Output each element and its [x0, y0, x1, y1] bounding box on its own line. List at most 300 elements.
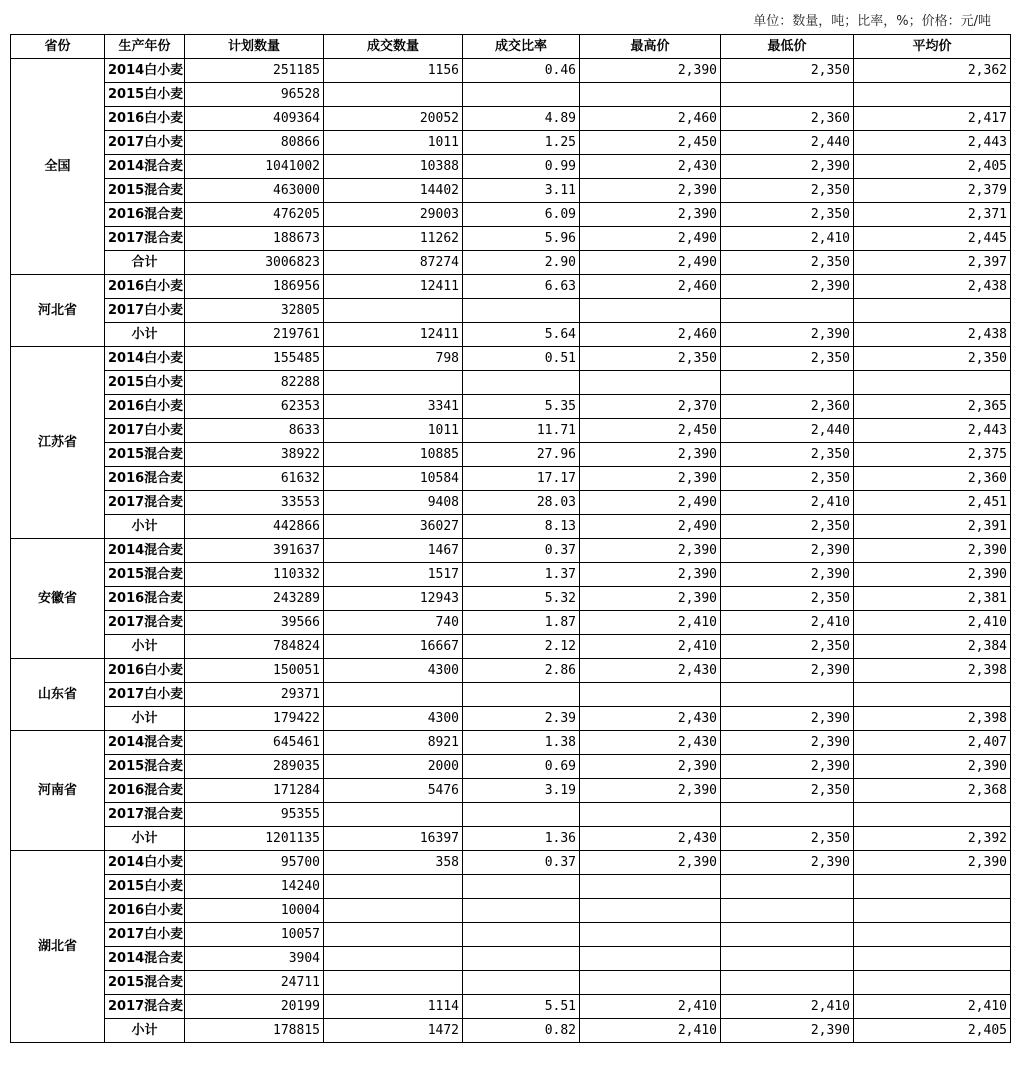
production-year-cell: 2017白小麦	[105, 299, 185, 323]
planned-quantity-cell: 476205	[185, 203, 324, 227]
max-price-cell: 2,490	[580, 227, 721, 251]
planned-quantity-cell: 14240	[185, 875, 324, 899]
table-row	[11, 923, 1011, 947]
avg-price-cell: 2,417	[854, 107, 1011, 131]
production-year-cell: 小计	[105, 515, 185, 539]
production-year-cell: 2014混合麦	[105, 947, 185, 971]
production-year-cell: 2017混合麦	[105, 611, 185, 635]
production-year-cell: 2016白小麦	[105, 659, 185, 683]
min-price-cell: 2,350	[721, 59, 854, 83]
min-price-cell	[721, 299, 854, 323]
max-price-cell: 2,410	[580, 635, 721, 659]
planned-quantity-cell: 96528	[185, 83, 324, 107]
planned-quantity-cell: 29371	[185, 683, 324, 707]
avg-price-cell	[854, 683, 1011, 707]
deal-quantity-cell: 8921	[324, 731, 463, 755]
province-cell: 河南省	[11, 731, 105, 851]
max-price-cell: 2,390	[580, 539, 721, 563]
deal-quantity-cell: 5476	[324, 779, 463, 803]
deal-quantity-cell: 1467	[324, 539, 463, 563]
table-row	[11, 587, 1011, 611]
planned-quantity-cell: 1201135	[185, 827, 324, 851]
avg-price-cell	[854, 803, 1011, 827]
deal-ratio-cell: 3.11	[463, 179, 580, 203]
min-price-cell	[721, 683, 854, 707]
production-year-cell: 2014白小麦	[105, 347, 185, 371]
max-price-cell: 2,390	[580, 59, 721, 83]
deal-ratio-cell: 5.51	[463, 995, 580, 1019]
planned-quantity-cell: 1041002	[185, 155, 324, 179]
production-year-cell: 2015白小麦	[105, 371, 185, 395]
header-max-price: 最高价	[580, 35, 721, 59]
table-row	[11, 635, 1011, 659]
deal-ratio-cell: 2.39	[463, 707, 580, 731]
max-price-cell: 2,410	[580, 995, 721, 1019]
deal-quantity-cell: 14402	[324, 179, 463, 203]
avg-price-cell: 2,397	[854, 251, 1011, 275]
table-row	[11, 323, 1011, 347]
deal-quantity-cell: 1011	[324, 419, 463, 443]
avg-price-cell: 2,438	[854, 323, 1011, 347]
min-price-cell: 2,350	[721, 251, 854, 275]
max-price-cell: 2,390	[580, 851, 721, 875]
table-row	[11, 875, 1011, 899]
deal-quantity-cell: 2000	[324, 755, 463, 779]
deal-quantity-cell: 87274	[324, 251, 463, 275]
max-price-cell: 2,390	[580, 587, 721, 611]
deal-quantity-cell: 36027	[324, 515, 463, 539]
min-price-cell: 2,410	[721, 227, 854, 251]
max-price-cell: 2,490	[580, 491, 721, 515]
min-price-cell	[721, 83, 854, 107]
min-price-cell: 2,350	[721, 179, 854, 203]
table-row	[11, 371, 1011, 395]
max-price-cell: 2,430	[580, 155, 721, 179]
deal-quantity-cell: 20052	[324, 107, 463, 131]
planned-quantity-cell: 645461	[185, 731, 324, 755]
planned-quantity-cell: 110332	[185, 563, 324, 587]
production-year-cell: 2016白小麦	[105, 395, 185, 419]
min-price-cell: 2,350	[721, 467, 854, 491]
planned-quantity-cell: 61632	[185, 467, 324, 491]
header-province: 省份	[11, 35, 105, 59]
deal-ratio-cell: 5.32	[463, 587, 580, 611]
max-price-cell: 2,390	[580, 443, 721, 467]
avg-price-cell: 2,398	[854, 659, 1011, 683]
min-price-cell: 2,350	[721, 635, 854, 659]
table-row	[11, 971, 1011, 995]
deal-ratio-cell: 0.37	[463, 851, 580, 875]
min-price-cell: 2,350	[721, 347, 854, 371]
max-price-cell: 2,350	[580, 347, 721, 371]
planned-quantity-cell: 391637	[185, 539, 324, 563]
production-year-cell: 小计	[105, 707, 185, 731]
max-price-cell: 2,460	[580, 323, 721, 347]
table-row	[11, 707, 1011, 731]
max-price-cell: 2,410	[580, 1019, 721, 1043]
planned-quantity-cell: 178815	[185, 1019, 324, 1043]
min-price-cell: 2,350	[721, 443, 854, 467]
min-price-cell: 2,390	[721, 851, 854, 875]
table-row	[11, 347, 1011, 371]
deal-quantity-cell: 1011	[324, 131, 463, 155]
avg-price-cell: 2,443	[854, 419, 1011, 443]
production-year-cell: 2017白小麦	[105, 683, 185, 707]
deal-ratio-cell: 8.13	[463, 515, 580, 539]
avg-price-cell: 2,368	[854, 779, 1011, 803]
min-price-cell: 2,360	[721, 107, 854, 131]
header-production-year: 生产年份	[105, 35, 185, 59]
max-price-cell: 2,460	[580, 107, 721, 131]
deal-quantity-cell: 16397	[324, 827, 463, 851]
deal-ratio-cell	[463, 899, 580, 923]
deal-ratio-cell: 0.82	[463, 1019, 580, 1043]
production-year-cell: 小计	[105, 323, 185, 347]
avg-price-cell	[854, 83, 1011, 107]
deal-ratio-cell: 2.90	[463, 251, 580, 275]
deal-ratio-cell: 3.19	[463, 779, 580, 803]
deal-quantity-cell: 1517	[324, 563, 463, 587]
deal-quantity-cell: 10885	[324, 443, 463, 467]
province-cell: 安徽省	[11, 539, 105, 659]
max-price-cell	[580, 947, 721, 971]
planned-quantity-cell: 10057	[185, 923, 324, 947]
production-year-cell: 2015混合麦	[105, 563, 185, 587]
planned-quantity-cell: 463000	[185, 179, 324, 203]
min-price-cell: 2,410	[721, 491, 854, 515]
planned-quantity-cell: 179422	[185, 707, 324, 731]
max-price-cell	[580, 899, 721, 923]
planned-quantity-cell: 243289	[185, 587, 324, 611]
table-row	[11, 395, 1011, 419]
production-year-cell: 2015混合麦	[105, 755, 185, 779]
avg-price-cell: 2,390	[854, 755, 1011, 779]
max-price-cell: 2,430	[580, 827, 721, 851]
avg-price-cell: 2,410	[854, 611, 1011, 635]
deal-quantity-cell	[324, 83, 463, 107]
avg-price-cell: 2,410	[854, 995, 1011, 1019]
deal-ratio-cell	[463, 971, 580, 995]
deal-quantity-cell: 740	[324, 611, 463, 635]
deal-ratio-cell: 2.86	[463, 659, 580, 683]
min-price-cell: 2,390	[721, 155, 854, 179]
table-row	[11, 683, 1011, 707]
table-row	[11, 443, 1011, 467]
avg-price-cell	[854, 371, 1011, 395]
production-year-cell: 2014混合麦	[105, 155, 185, 179]
header-planned-quantity: 计划数量	[185, 35, 324, 59]
table-row	[11, 539, 1011, 563]
table-row	[11, 563, 1011, 587]
production-year-cell: 2017白小麦	[105, 923, 185, 947]
max-price-cell: 2,390	[580, 179, 721, 203]
production-year-cell: 2015混合麦	[105, 971, 185, 995]
province-cell: 河北省	[11, 275, 105, 347]
production-year-cell: 2017白小麦	[105, 131, 185, 155]
deal-ratio-cell: 1.36	[463, 827, 580, 851]
avg-price-cell: 2,405	[854, 1019, 1011, 1043]
planned-quantity-cell: 62353	[185, 395, 324, 419]
table-row	[11, 803, 1011, 827]
planned-quantity-cell: 251185	[185, 59, 324, 83]
min-price-cell: 2,390	[721, 755, 854, 779]
table-row	[11, 419, 1011, 443]
deal-quantity-cell	[324, 371, 463, 395]
min-price-cell: 2,390	[721, 659, 854, 683]
avg-price-cell	[854, 299, 1011, 323]
production-year-cell: 2015白小麦	[105, 83, 185, 107]
deal-quantity-cell: 12411	[324, 323, 463, 347]
production-year-cell: 2015混合麦	[105, 179, 185, 203]
avg-price-cell	[854, 971, 1011, 995]
table-row	[11, 467, 1011, 491]
min-price-cell: 2,350	[721, 515, 854, 539]
deal-ratio-cell	[463, 371, 580, 395]
header-avg-price: 平均价	[854, 35, 1011, 59]
avg-price-cell: 2,365	[854, 395, 1011, 419]
table-row	[11, 59, 1011, 83]
max-price-cell: 2,430	[580, 707, 721, 731]
max-price-cell: 2,430	[580, 659, 721, 683]
min-price-cell: 2,390	[721, 539, 854, 563]
min-price-cell: 2,350	[721, 827, 854, 851]
unit-note: 单位：数量，吨；比率，%；价格：元/吨	[753, 14, 991, 29]
table-row	[11, 851, 1011, 875]
max-price-cell	[580, 299, 721, 323]
deal-ratio-cell: 5.96	[463, 227, 580, 251]
table-row	[11, 491, 1011, 515]
deal-ratio-cell: 0.99	[463, 155, 580, 179]
min-price-cell: 2,390	[721, 731, 854, 755]
min-price-cell: 2,390	[721, 275, 854, 299]
min-price-cell: 2,390	[721, 563, 854, 587]
deal-quantity-cell: 798	[324, 347, 463, 371]
deal-quantity-cell	[324, 947, 463, 971]
avg-price-cell	[854, 875, 1011, 899]
planned-quantity-cell: 186956	[185, 275, 324, 299]
min-price-cell: 2,350	[721, 203, 854, 227]
deal-ratio-cell: 1.38	[463, 731, 580, 755]
deal-quantity-cell	[324, 803, 463, 827]
deal-ratio-cell: 0.69	[463, 755, 580, 779]
max-price-cell	[580, 683, 721, 707]
max-price-cell	[580, 875, 721, 899]
production-year-cell: 2017混合麦	[105, 995, 185, 1019]
table-body	[11, 59, 1011, 1043]
max-price-cell: 2,390	[580, 203, 721, 227]
table-row	[11, 155, 1011, 179]
avg-price-cell: 2,407	[854, 731, 1011, 755]
avg-price-cell: 2,392	[854, 827, 1011, 851]
min-price-cell: 2,440	[721, 131, 854, 155]
deal-ratio-cell: 0.51	[463, 347, 580, 371]
planned-quantity-cell: 3904	[185, 947, 324, 971]
production-year-cell: 小计	[105, 827, 185, 851]
deal-ratio-cell: 4.89	[463, 107, 580, 131]
min-price-cell	[721, 971, 854, 995]
production-year-cell: 2016混合麦	[105, 467, 185, 491]
max-price-cell	[580, 371, 721, 395]
production-year-cell: 小计	[105, 1019, 185, 1043]
deal-quantity-cell: 12411	[324, 275, 463, 299]
deal-ratio-cell: 6.63	[463, 275, 580, 299]
planned-quantity-cell: 219761	[185, 323, 324, 347]
avg-price-cell: 2,375	[854, 443, 1011, 467]
deal-quantity-cell	[324, 683, 463, 707]
deal-ratio-cell: 11.71	[463, 419, 580, 443]
deal-ratio-cell	[463, 299, 580, 323]
deal-ratio-cell: 1.25	[463, 131, 580, 155]
avg-price-cell: 2,391	[854, 515, 1011, 539]
header-row	[11, 35, 1011, 59]
deal-quantity-cell: 1114	[324, 995, 463, 1019]
avg-price-cell: 2,384	[854, 635, 1011, 659]
min-price-cell: 2,390	[721, 323, 854, 347]
max-price-cell: 2,460	[580, 275, 721, 299]
max-price-cell	[580, 83, 721, 107]
avg-price-cell: 2,438	[854, 275, 1011, 299]
min-price-cell: 2,360	[721, 395, 854, 419]
deal-ratio-cell	[463, 683, 580, 707]
production-year-cell: 2014白小麦	[105, 59, 185, 83]
planned-quantity-cell: 82288	[185, 371, 324, 395]
max-price-cell: 2,450	[580, 131, 721, 155]
max-price-cell: 2,430	[580, 731, 721, 755]
production-year-cell: 合计	[105, 251, 185, 275]
planned-quantity-cell: 188673	[185, 227, 324, 251]
province-cell: 全国	[11, 59, 105, 275]
deal-ratio-cell: 1.87	[463, 611, 580, 635]
auction-results-table	[10, 34, 1011, 1043]
deal-quantity-cell: 9408	[324, 491, 463, 515]
table-row	[11, 947, 1011, 971]
min-price-cell: 2,410	[721, 995, 854, 1019]
province-cell: 江苏省	[11, 347, 105, 539]
avg-price-cell	[854, 923, 1011, 947]
table-row	[11, 83, 1011, 107]
province-cell: 山东省	[11, 659, 105, 731]
deal-ratio-cell: 2.12	[463, 635, 580, 659]
deal-ratio-cell: 17.17	[463, 467, 580, 491]
deal-ratio-cell	[463, 923, 580, 947]
planned-quantity-cell: 32805	[185, 299, 324, 323]
deal-ratio-cell: 0.46	[463, 59, 580, 83]
deal-ratio-cell: 28.03	[463, 491, 580, 515]
table-row	[11, 251, 1011, 275]
table-row	[11, 899, 1011, 923]
deal-quantity-cell: 3341	[324, 395, 463, 419]
planned-quantity-cell: 38922	[185, 443, 324, 467]
deal-quantity-cell: 11262	[324, 227, 463, 251]
table-row	[11, 179, 1011, 203]
planned-quantity-cell: 80866	[185, 131, 324, 155]
deal-ratio-cell: 5.64	[463, 323, 580, 347]
deal-quantity-cell	[324, 875, 463, 899]
planned-quantity-cell: 409364	[185, 107, 324, 131]
table-row	[11, 1019, 1011, 1043]
production-year-cell: 2016混合麦	[105, 779, 185, 803]
production-year-cell: 2016混合麦	[105, 203, 185, 227]
deal-quantity-cell: 29003	[324, 203, 463, 227]
max-price-cell: 2,490	[580, 251, 721, 275]
table-row	[11, 755, 1011, 779]
table-row	[11, 107, 1011, 131]
min-price-cell	[721, 875, 854, 899]
table-row	[11, 659, 1011, 683]
avg-price-cell: 2,451	[854, 491, 1011, 515]
production-year-cell: 小计	[105, 635, 185, 659]
planned-quantity-cell: 155485	[185, 347, 324, 371]
avg-price-cell: 2,362	[854, 59, 1011, 83]
deal-ratio-cell: 0.37	[463, 539, 580, 563]
max-price-cell: 2,450	[580, 419, 721, 443]
avg-price-cell: 2,445	[854, 227, 1011, 251]
table-row	[11, 611, 1011, 635]
deal-quantity-cell: 16667	[324, 635, 463, 659]
deal-quantity-cell: 1472	[324, 1019, 463, 1043]
deal-quantity-cell: 12943	[324, 587, 463, 611]
avg-price-cell: 2,360	[854, 467, 1011, 491]
deal-ratio-cell	[463, 947, 580, 971]
min-price-cell	[721, 803, 854, 827]
production-year-cell: 2017混合麦	[105, 803, 185, 827]
header-deal-quantity: 成交数量	[324, 35, 463, 59]
min-price-cell	[721, 899, 854, 923]
planned-quantity-cell: 20199	[185, 995, 324, 1019]
planned-quantity-cell: 171284	[185, 779, 324, 803]
planned-quantity-cell: 3006823	[185, 251, 324, 275]
deal-quantity-cell: 4300	[324, 707, 463, 731]
deal-quantity-cell: 358	[324, 851, 463, 875]
production-year-cell: 2015混合麦	[105, 443, 185, 467]
planned-quantity-cell: 289035	[185, 755, 324, 779]
table-row	[11, 203, 1011, 227]
deal-quantity-cell: 1156	[324, 59, 463, 83]
deal-quantity-cell	[324, 899, 463, 923]
table-row	[11, 827, 1011, 851]
production-year-cell: 2014混合麦	[105, 539, 185, 563]
production-year-cell: 2017白小麦	[105, 419, 185, 443]
avg-price-cell: 2,390	[854, 851, 1011, 875]
planned-quantity-cell: 442866	[185, 515, 324, 539]
avg-price-cell: 2,405	[854, 155, 1011, 179]
table-row	[11, 299, 1011, 323]
production-year-cell: 2014混合麦	[105, 731, 185, 755]
table-row	[11, 995, 1011, 1019]
min-price-cell	[721, 923, 854, 947]
deal-ratio-cell	[463, 875, 580, 899]
planned-quantity-cell: 39566	[185, 611, 324, 635]
header-min-price: 最低价	[721, 35, 854, 59]
production-year-cell: 2015白小麦	[105, 875, 185, 899]
table-row	[11, 731, 1011, 755]
min-price-cell: 2,410	[721, 611, 854, 635]
avg-price-cell: 2,371	[854, 203, 1011, 227]
deal-quantity-cell: 4300	[324, 659, 463, 683]
planned-quantity-cell: 8633	[185, 419, 324, 443]
max-price-cell	[580, 803, 721, 827]
deal-ratio-cell: 1.37	[463, 563, 580, 587]
avg-price-cell: 2,350	[854, 347, 1011, 371]
deal-quantity-cell	[324, 971, 463, 995]
min-price-cell	[721, 371, 854, 395]
planned-quantity-cell: 95700	[185, 851, 324, 875]
planned-quantity-cell: 24711	[185, 971, 324, 995]
avg-price-cell: 2,379	[854, 179, 1011, 203]
table-row	[11, 275, 1011, 299]
max-price-cell: 2,410	[580, 611, 721, 635]
province-cell: 湖北省	[11, 851, 105, 1043]
